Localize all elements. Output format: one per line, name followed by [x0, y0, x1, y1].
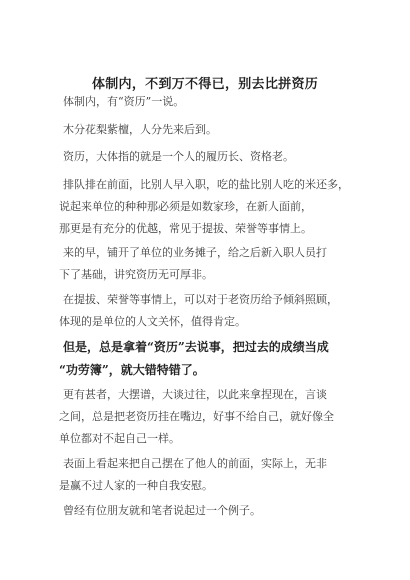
paragraph-line: “功劳簿”，就大错特错了。 — [59, 363, 205, 377]
paragraph-line: 说起来单位的种种那必须是如数家珍，在新人面前， — [59, 200, 312, 213]
paragraph-line: 之间，总是把老资历挂在嘴边，好事不给自己，就好像全 — [59, 410, 334, 423]
paragraph-2 — [63, 119, 353, 141]
paragraph-5 — [59, 242, 353, 286]
paragraph-line: 排队排在前面，比别人早入职，吃的盐比别人吃的米还多， — [63, 178, 349, 191]
paragraph-3 — [63, 146, 353, 168]
paragraph-line: 体现的是单位的人文关怀，值得肯定。 — [59, 315, 246, 328]
paragraph-4 — [59, 174, 353, 240]
paragraph-line: 表面上看起来把自己摆在了他人的前面，实际上，无非 — [63, 457, 327, 470]
paragraph-line: 木分花梨紫檀，人分先来后到。 — [63, 123, 217, 136]
paragraph-line: 单位都对不起自己一样。 — [59, 432, 180, 445]
paragraph-10 — [63, 500, 353, 522]
paragraph-line: 在提拔、荣誉等事情上，可以对于老资历给予倾斜照顾， — [63, 293, 338, 306]
paragraph-line: 下了基础，讲究资历无可厚非。 — [59, 268, 213, 281]
paragraph-line: 曾经有位朋友就和笔者说起过一个例子。 — [63, 504, 261, 517]
document-title: 体制内，不到万不得已，别去比拼资历 — [91, 77, 319, 92]
paragraph-9 — [59, 453, 353, 497]
paragraph-line: 来的早，铺开了单位的业务摊子，给之后新入职人员打 — [63, 246, 327, 259]
paragraph-8 — [59, 384, 353, 450]
paragraph-line: 但是，总是拿着“资历”去说事，把过去的成绩当成 — [63, 340, 329, 354]
paragraph-line: 那更是有充分的优越，常见于提拔、荣誉等事情上。 — [59, 222, 312, 235]
paragraph-line: 资历，大体指的就是一个人的履历长、资格老。 — [63, 150, 294, 163]
paragraph-line: 是赢不过人家的一种自我安慰。 — [59, 479, 213, 492]
paragraph-6 — [59, 289, 353, 333]
paragraph-7-emphasis — [59, 336, 353, 382]
paragraph-line: 体制内，有“资历”一说。 — [63, 95, 185, 108]
paragraph-1 — [63, 91, 353, 113]
paragraph-line: 更有甚者，大摆谱，大谈过往，以此来拿捏现在，言谈 — [63, 388, 327, 401]
